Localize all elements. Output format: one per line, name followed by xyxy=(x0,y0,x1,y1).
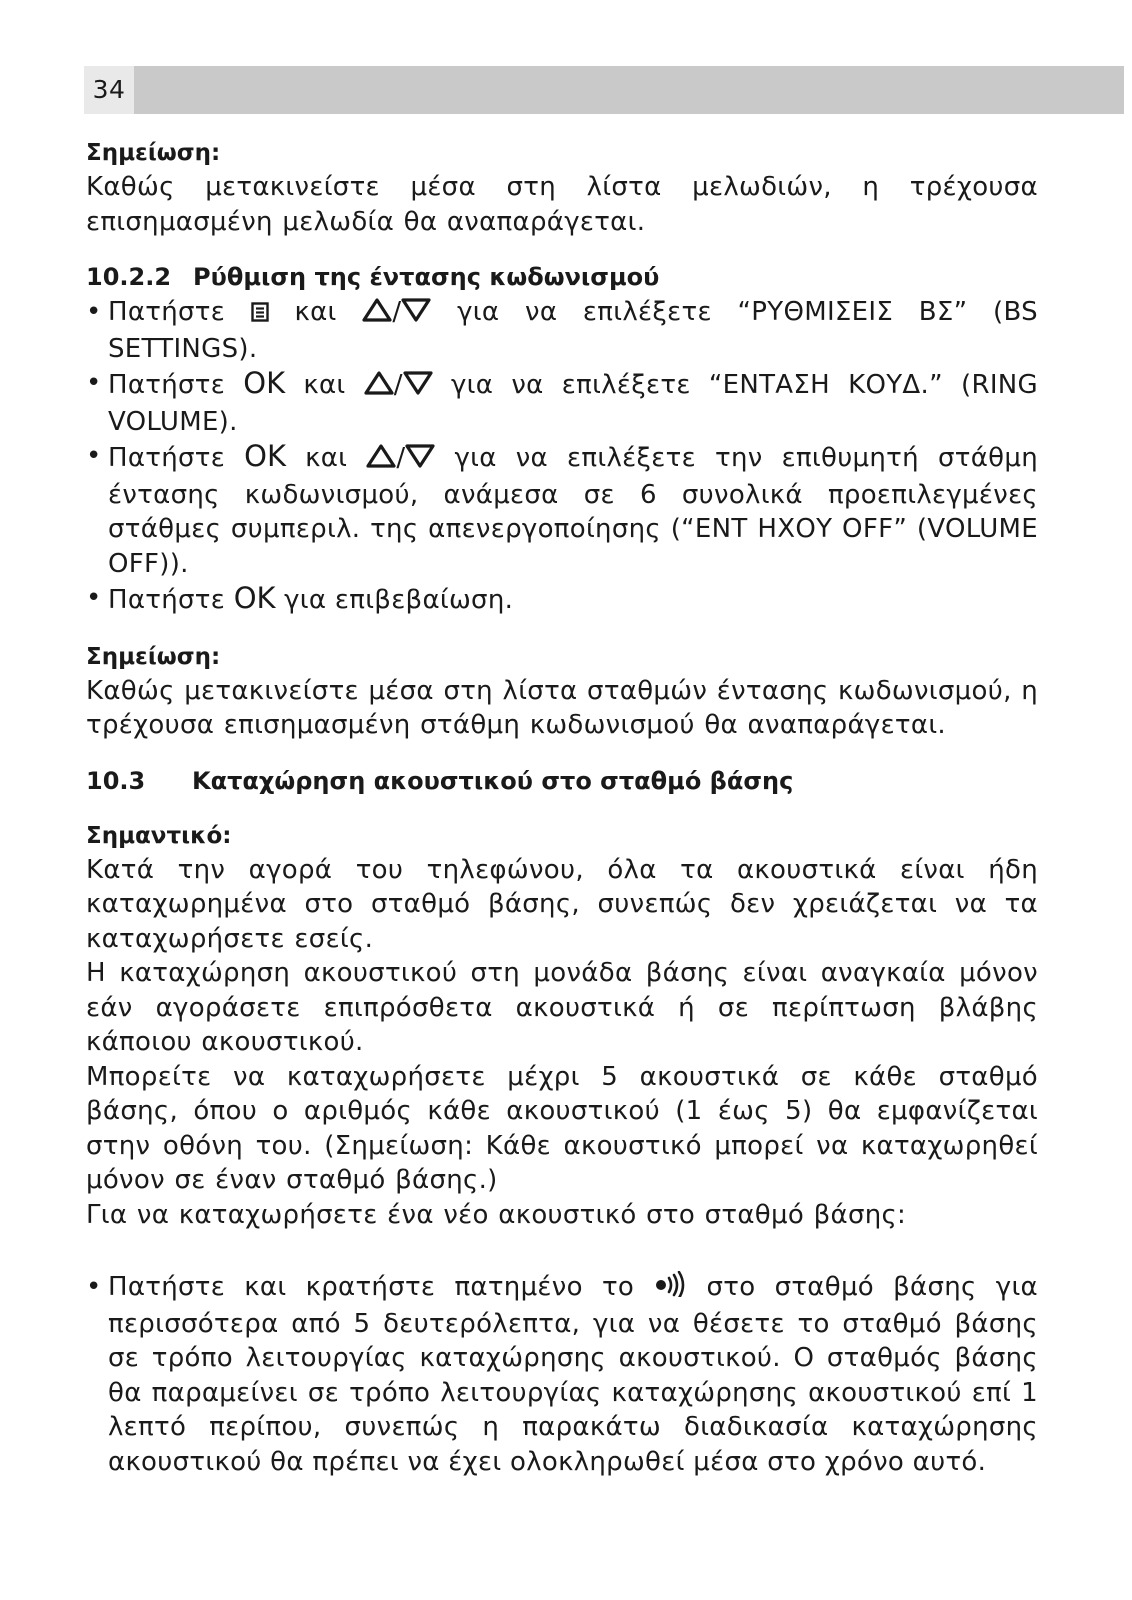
note-title: Σημείωση: xyxy=(86,643,221,670)
bullet-text: και xyxy=(303,370,346,400)
note-text: Καθώς μετακινείστε μέσα στη λίστα μελωδιών, η τρέχουσα επισημασμένη μελωδία θα αναπαράγεται. xyxy=(86,172,1038,237)
bullet-text: Πατήστε xyxy=(108,585,226,615)
list-item xyxy=(86,581,1038,618)
triangle-up-icon xyxy=(362,297,392,332)
section-title: Ρύθμιση της έντασης κωδωνισμού xyxy=(193,263,660,291)
list-item: • Πατήστε OK και / για να επιλέξετε την επιθυμητή στάθμη έντασης κωδωνισμού, ανάμεσα σε 6 συνολικά προεπιλεγμένες στάθμες συμπεριλ. της απενεργοποίησης (“ΕΝΤ ΗΧΟΥ OFF” (VOLUME OFF)). xyxy=(86,439,1038,581)
paragraph: Η καταχώρηση ακουστικού στη μονάδα βάσης είναι αναγκαία μόνον εάν αγοράσετε επιπρόσθετα ακουστικά ή σε περίπτωση βλάβης κάποιου ακουστικού. xyxy=(86,958,1038,1057)
important-title: Σημαντικό: xyxy=(86,822,232,849)
list-item: • Πατήστε και / για να επιλέξετε “ΡΥΘΜΙΣΕΙΣ ΒΣ” (BS SETTINGS). xyxy=(86,295,1038,366)
bullet-dot: • xyxy=(86,441,102,471)
page-number: 34 xyxy=(84,66,134,114)
ok-key-label: OK xyxy=(243,366,286,400)
bullet-text: στο σταθμό βάσης για περισσότερα από 5 δευτερόλεπτα, για να θέσετε το σταθμό βάσης σε τρόπο λειτουργίας καταχώρησης ακουστικού. Ο σταθμός βάσης θα παραμείνει σε τρόπο λειτουργίας καταχώρησης ακουστικού επί 1 λεπτό περίπου, συνεπώς η παρακάτω διαδικασία καταχώρησης ακουστικού θα πρέπει να έχει ολοκληρωθεί μέσα στο χρόνο αυτό. xyxy=(108,1272,1038,1477)
bullet-text: και xyxy=(305,443,348,473)
list-item: • Πατήστε OK και / για να επιλέξετε “ΕΝΤΑΣΗ ΚΟΥΔ.” (RING VOLUME). xyxy=(86,366,1038,439)
bullet-text: για να επιλέξετε την επιθυμητή στάθμη έντασης κωδωνισμού, ανάμεσα σε 6 συνολικά προεπιλεγμένες στάθμες συμπεριλ. της απενεργοποίησης (“ΕΝΤ ΗΧΟΥ OFF” (VOLUME OFF)). xyxy=(108,443,1038,579)
paragraph: Για να καταχωρήσετε ένα νέο ακουστικό στο σταθμό βάσης: xyxy=(86,1199,907,1230)
ok-key-label: OK xyxy=(244,439,287,473)
paragraph: Κατά την αγορά του τηλεφώνου, όλα τα ακουστικά είναι ήδη καταχωρημένα στο σταθμό βάσης, συνεπώς δεν χρειάζεται να τα καταχωρήσετε εσείς. xyxy=(86,854,1038,954)
triangle-up-icon xyxy=(366,443,396,478)
paragraph: Μπορείτε να καταχωρήσετε μέχρι 5 ακουστικά σε κάθε σταθμό βάσης, όπου ο αριθμός κάθε ακουστικού (1 έως 5) θα εμφανίζεται στην οθόνη του. (Σημείωση: Κάθε ακουστικό μπορεί να καταχωρηθεί μόνον σε έναν σταθμό βάσης.) xyxy=(86,1061,1038,1195)
bullet-text: Πατήστε xyxy=(108,370,226,400)
triangle-down-icon xyxy=(401,297,431,332)
list-item xyxy=(86,1270,1038,1479)
section-number: 10.2.2 xyxy=(86,263,172,291)
bullet-text: για να επιλέξετε “ΕΝΤΑΣΗ ΚΟΥΔ.” (RING VOLUME). xyxy=(108,370,1038,437)
section-title: Καταχώρηση ακουστικού στο σταθμό βάσης xyxy=(192,766,794,795)
bullet-text: Πατήστε xyxy=(108,297,226,327)
bullet-text: Πατήστε xyxy=(108,443,226,473)
bullet-text: Πατήστε και κρατήστε πατημένο το xyxy=(108,1272,635,1302)
page-content xyxy=(86,136,1038,1479)
page-header-bar xyxy=(84,66,1124,114)
section-number: 10.3 xyxy=(86,766,146,795)
bullet-text: για επιβεβαίωση. xyxy=(284,585,514,615)
triangle-down-icon xyxy=(403,370,433,405)
page-paging-key-icon xyxy=(653,1271,687,1307)
triangle-down-icon xyxy=(405,443,435,478)
bullet-dot: • xyxy=(86,368,102,398)
triangle-up-icon xyxy=(364,370,394,405)
section-heading-10-2-2 xyxy=(86,259,1038,295)
menu-key-icon xyxy=(251,297,269,332)
bullet-text: για να επιλέξετε “ΡΥΘΜΙΣΕΙΣ ΒΣ” (BS SETTINGS). xyxy=(108,297,1038,364)
section-heading-10-3 xyxy=(86,763,1038,799)
bullet-text: και xyxy=(294,297,337,327)
bullet-dot: • xyxy=(86,583,102,613)
bullet-dot: • xyxy=(86,1272,102,1302)
ok-key-label: OK xyxy=(233,581,276,615)
bullet-dot: • xyxy=(86,297,102,327)
note-title: Σημείωση: xyxy=(86,140,221,166)
note-text: Καθώς μετακινείστε μέσα στη λίστα σταθμών έντασης κωδωνισμού, η τρέχουσα επισημασμένη στάθμη κωδωνισμού θα αναπαράγεται. xyxy=(86,675,1038,740)
